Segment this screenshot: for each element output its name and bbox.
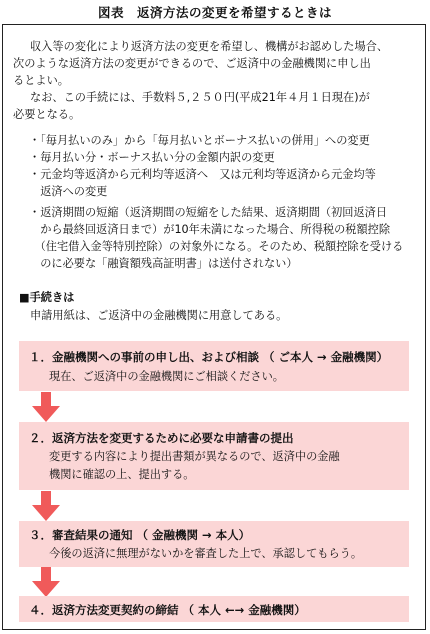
step-2-title: ２．返済方法を変更するために必要な申請書の提出 xyxy=(29,431,294,445)
bullet-item-cont: 返済への変更 xyxy=(29,185,108,198)
procedure-note: 申請用紙は、ご返済中の金融機関に用意してある。 xyxy=(30,309,288,322)
step-2-desc-2: 機関に確認の上、提出する。 xyxy=(49,468,195,481)
bullet-item: ・「毎月払いのみ」から「毎月払いとボーナス払いの併用」への変更 xyxy=(29,134,370,147)
step-1-title: １．金融機関への事前の申し出、および相談 （ ご本人 → 金融機関） xyxy=(29,350,389,364)
step-3-desc: 今後の返済に無理がないかを審査した上で、承認してもらう。 xyxy=(49,547,363,560)
intro-line-2: 次のような返済方法の変更ができるので、ご返済中の金融機関に申し出 xyxy=(13,57,371,70)
step-3-title: ３．審査結果の通知 （ 金融機関 → 本人） xyxy=(29,528,251,542)
intro-line-4: なお、この手続には、手数料５,２５０円(平成21年４月１日現在)が xyxy=(30,91,370,104)
bullet-item: ・元金均等返済から元利均等返済へ 又は元利均等返済から元金均等 xyxy=(29,168,376,181)
down-arrow-icon xyxy=(31,567,61,597)
procedure-heading: ■手続きは xyxy=(19,291,75,304)
intro-line-3: るとよい。 xyxy=(13,74,69,87)
step-2-desc-1: 変更する内容により提出書類が異なるので、返済中の金融 xyxy=(49,450,340,463)
intro-line-1: 収入等の変化により返済方法の変更を希望し、機構がお認めした場合、 xyxy=(30,40,389,53)
figure-title: 図表 返済方法の変更を希望するときは xyxy=(97,5,332,20)
step-1-box xyxy=(19,341,409,391)
bullet-item: ・毎月払い分・ボーナス払い分の金額内訳の変更 xyxy=(29,151,275,164)
bullet-item: ・返済期間の短縮（返済期間の短縮をした結果、返済期間（初回返済日 xyxy=(29,206,388,219)
intro-line-5: 必要となる。 xyxy=(13,108,81,121)
bullet-item-cont: から最終回返済日まで）が10年未満になった場合、所得税の税額控除 xyxy=(29,223,391,236)
step-2-box xyxy=(19,422,409,490)
down-arrow-icon xyxy=(31,392,61,422)
down-arrow-icon xyxy=(31,491,61,521)
bullet-item-cont: のに必要な「融資額残高証明書」は送付されない） xyxy=(29,257,298,270)
step-1-desc: 現在、ご返済中の金融機関にご相談ください。 xyxy=(49,370,284,383)
step-3-box xyxy=(19,521,409,567)
step-4-box xyxy=(19,596,409,622)
step-4-title: ４．返済方法変更契約の締結 （ 本人 ←→ 金融機関） xyxy=(29,603,306,617)
bullet-item-cont: （住宅借入金等特別控除）の対象外になる。そのため、税額控除を受ける xyxy=(29,240,404,253)
